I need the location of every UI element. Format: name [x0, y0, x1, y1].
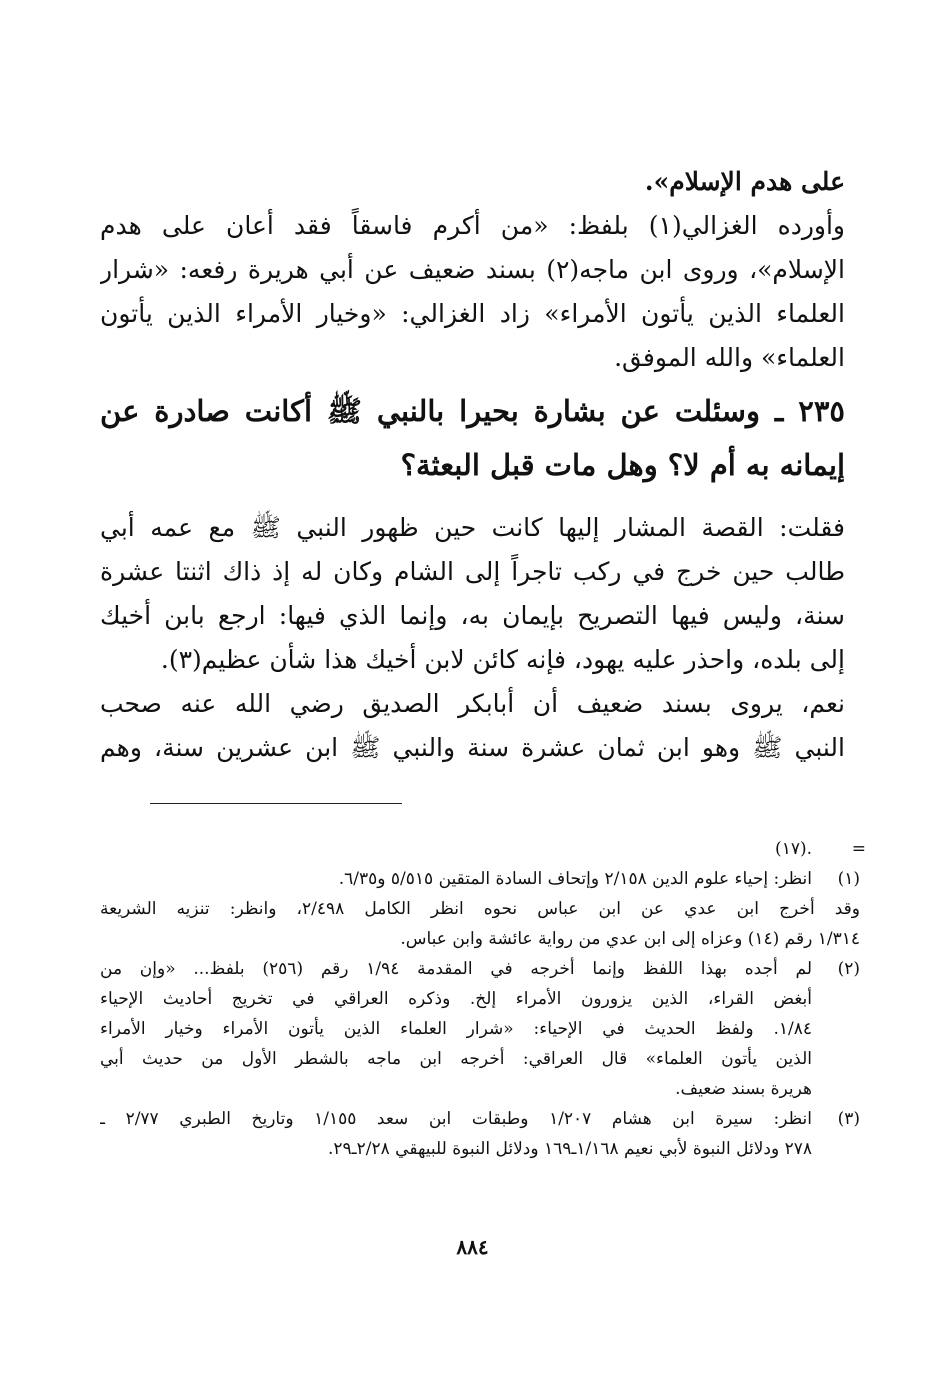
- text-line: على هدم الإسلام».: [644, 167, 845, 196]
- footnote-line: ٢٧٨ ودلائل النبوة لأبي نعيم ١/١٦٨ـ١٦٩ ودلائل النبوة للبيهقي ٢/٢٨ـ٢٩.: [327, 1139, 812, 1159]
- footnote-2: [100, 954, 860, 1104]
- main-text: [100, 160, 845, 770]
- question-235: [100, 384, 845, 492]
- footnote-line: أبغض القراء، الذين يزورون الأمراء إلخ. وذكره العراقي في تخريج أحاديث الإحياء: [100, 989, 812, 1009]
- footnote-line: انظر: سيرة ابن هشام ١/٢٠٧ وطبقات ابن سعد ١/١٥٥ وتاريخ الطبري ٢/٧٧ ـ: [100, 1109, 812, 1129]
- answer-paragraph: [100, 506, 845, 770]
- footnote-1: [100, 864, 860, 894]
- footnote-line: ١/٣١٤ رقم (١٤) وعزاه إلى ابن عدي من رواية عائشة وابن عباس.: [400, 929, 860, 949]
- text-line: وأورده الغزالي(١) بلفظ: «من أكرم فاسقاً فقد أعان على هدم: [100, 211, 845, 240]
- paragraph-previous-continuation: [100, 160, 845, 380]
- text-line: النبي ﷺ وهو ابن ثمان عشرة سنة والنبي ﷺ ابن عشرين سنة، وهم: [100, 733, 845, 762]
- text-line: العلماء الذين يأتون الأمراء» زاد الغزالي: «وخيار الأمراء الذين يأتون: [100, 299, 845, 328]
- footnote-number: (٢): [837, 959, 860, 979]
- question-line: إيمانه به أم لا؟ وهل مات قبل البعثة؟: [400, 448, 845, 482]
- question-line: ٢٣٥ ـ وسئلت عن بشارة بحيرا بالنبي ﷺ أكانت صادرة عن: [100, 394, 845, 428]
- footnote-number: (٣): [837, 1109, 860, 1129]
- footnote-line: هريرة بسند ضعيف.: [675, 1079, 812, 1099]
- footnotes: [100, 834, 866, 1164]
- footnote-line: وقد أخرج ابن عدي عن ابن عباس نحوه انظر الكامل ٢/٤٩٨، وانظر: تنزيه الشريعة: [100, 899, 860, 919]
- continuation-mark: =: [851, 839, 866, 859]
- footnote-line: ١/٨٤. ولفظ الحديث في الإحياء: «شرار العلماء الذين يأتون الأمراء وخيار الأمراء: [100, 1019, 812, 1039]
- text-line: طالب حين خرج في ركب تاجراً إلى الشام وكان له إذ ذاك اثنتا عشرة: [100, 557, 845, 586]
- footnote-continuation: [100, 834, 866, 864]
- text-line: الإسلام»، وروى ابن ماجه(٢) بسند ضعيف عن أبي هريرة رفعه: «شرار: [100, 255, 845, 284]
- footnote-number: (١): [837, 869, 860, 889]
- text-line: إلى بلده، واحذر عليه يهود، فإنه كائن لابن أخيك هذا شأن عظيم(٣).: [160, 645, 845, 674]
- text-line: نعم، يروى بسند ضعيف أن أبابكر الصديق رضي الله عنه صحب: [100, 689, 845, 718]
- footnote-3: [100, 1104, 860, 1164]
- footnote-line: انظر: إحياء علوم الدين ٢/١٥٨ وإتحاف السادة المتقين ٥/٥١٥ و٦/٣٥.: [338, 869, 812, 889]
- footnote-1-cont: [100, 894, 860, 954]
- text-line: العلماء» والله الموفق.: [614, 343, 845, 372]
- footnote-line: الذين يأتون العلماء» قال العراقي: أخرجه ابن ماجه بالشطر الأول من حديث أبي: [100, 1049, 812, 1069]
- page-number: ٨٨٤: [456, 1235, 489, 1259]
- text-line: فقلت: القصة المشار إليها كانت حين ظهور النبي ﷺ مع عمه أبي: [100, 513, 845, 542]
- text-line: سنة، وليس فيها التصريح بإيمان به، وإنما الذي فيها: ارجع بابن أخيك: [100, 601, 845, 630]
- footnote-line: لم أجده بهذا اللفظ وإنما أخرجه في المقدمة ١/٩٤ رقم (٢٥٦) بلفظ... «وإن من: [100, 959, 812, 979]
- footnote-separator: [150, 803, 402, 804]
- footnote-line: .(١٧): [775, 839, 812, 859]
